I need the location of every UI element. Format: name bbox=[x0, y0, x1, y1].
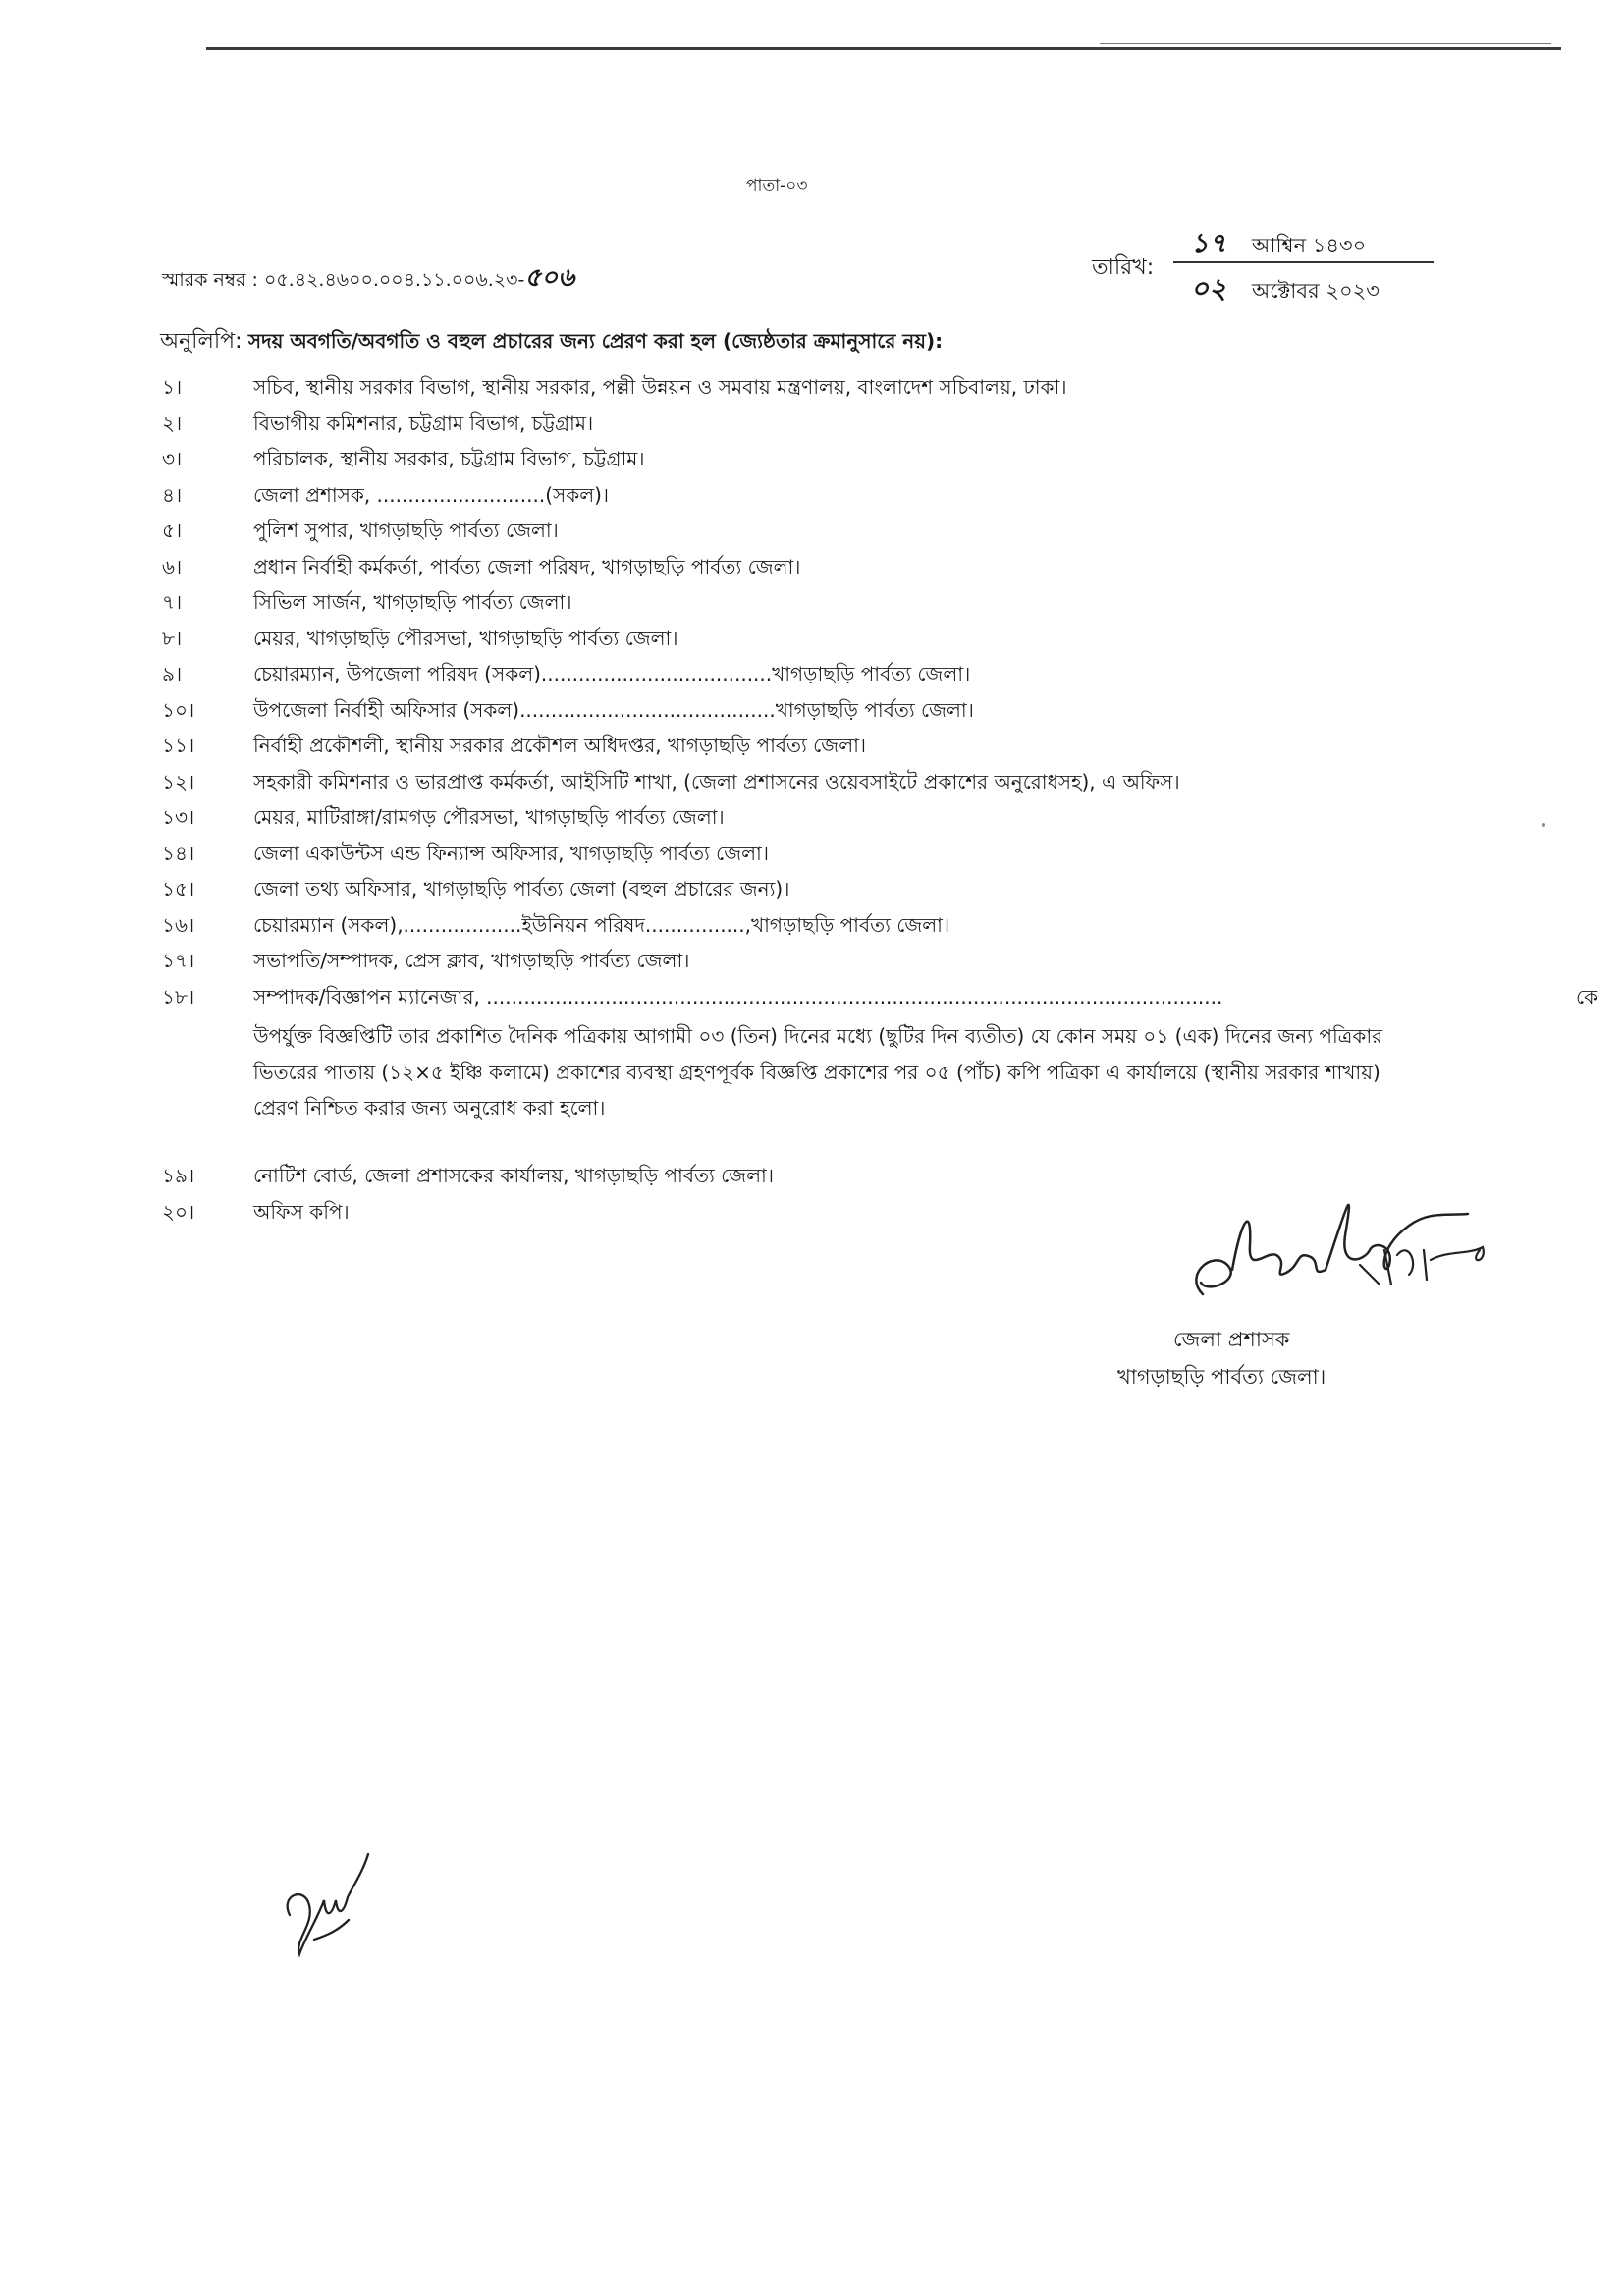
item-text: জেলা একাউন্টস এন্ড ফিন্যান্স অফিসার, খাগড়াছড়ি পার্বত্য জেলা। bbox=[253, 841, 769, 865]
item-text: জেলা প্রশাসক, ...........................(সকল)। bbox=[253, 482, 610, 507]
memo-number bbox=[162, 257, 574, 301]
copy-label: অনুলিপি: bbox=[160, 329, 243, 354]
list-item-continuation bbox=[162, 1018, 1438, 1162]
list-item bbox=[162, 445, 1438, 481]
item-text: বিভাগীয় কমিশনার, চট্টগ্রাম বিভাগ, চট্টগ্রাম। bbox=[253, 410, 594, 435]
date-label: তারিখ: bbox=[1092, 255, 1155, 280]
handwritten-initials bbox=[275, 1846, 383, 1964]
list-item bbox=[162, 875, 1438, 911]
item-number: ২০। bbox=[162, 1199, 195, 1224]
memo-handwritten-suffix: ৫০৬ bbox=[524, 263, 574, 293]
scan-speck bbox=[1542, 823, 1545, 827]
item-number: ৯। bbox=[162, 662, 183, 685]
item-suffix: কে bbox=[1576, 984, 1598, 1009]
memo-value: ০৫.৪২.৪৬০০.০০৪.১১.০০৬.২৩- bbox=[264, 269, 525, 291]
bangla-date bbox=[1173, 222, 1434, 259]
list-item bbox=[162, 947, 1438, 983]
memo-label: স্মারক নম্বর : bbox=[162, 269, 258, 291]
item-text: সহকারী কমিশনার ও ভারপ্রাপ্ত কর্মকর্তা, আইসিটি শাখা, (জেলা প্রশাসনের ওয়েবসাইটে প্রকাশের অনুরোধসহ), এ অফিস। bbox=[253, 769, 1180, 793]
list-item bbox=[162, 696, 1438, 733]
item-number: ৮। bbox=[162, 626, 183, 650]
english-day: ০২ bbox=[1190, 272, 1227, 304]
signatory-title: জেলা প্রশাসক bbox=[1173, 1328, 1290, 1351]
item-text: জেলা তথ্য অফিসার, খাগড়াছড়ি পার্বত্য জেলা (বহুল প্রচারের জন্য)। bbox=[253, 877, 790, 901]
list-item bbox=[162, 840, 1438, 876]
item-number: ৫। bbox=[162, 519, 183, 542]
date-block bbox=[1173, 222, 1434, 304]
list-item bbox=[162, 768, 1438, 804]
item-text: সিভিল সার্জন, খাগড়াছড়ি পার্বত্য জেলা। bbox=[253, 590, 572, 614]
item-number: ১৯। bbox=[162, 1164, 195, 1187]
item-text: চেয়ারম্যান, উপজেলা পরিষদ (সকল).....................................খাগড়াছড়ি পার্বত্য জেলা। bbox=[253, 662, 971, 685]
item-number: ৪। bbox=[162, 482, 183, 507]
item-number: ১০। bbox=[162, 697, 195, 722]
item-continuation-text: উপর্যুক্ত বিজ্ঞপ্তিটি তার প্রকাশিত দৈনিক পত্রিকায় আগামী ০৩ (তিন) দিনের মধ্যে (ছুটির দিন ব্যতীত) যে কোন সময় ০১ (এক) দিনের জন্য পত্রিকার ভিতরের পাতায় (১২×৫ ইঞ্চি কলামে) প্রকাশের ব্যবস্থা গ্রহণপূর্বক বিজ্ঞপ্তি প্রকাশের পর ০৫ (পাঁচ) কপি পত্রিকা এ কার্যালয়ে (স্থানীয় সরকার শাখায়) প্রেরণ নিশ্চিত করার জন্য অনুরোধ করা হলো। bbox=[253, 1024, 1383, 1120]
list-item bbox=[162, 373, 1438, 410]
item-number: ১৪। bbox=[162, 841, 195, 865]
item-text: পরিচালক, স্থানীয় সরকার, চট্টগ্রাম বিভাগ, চট্টগ্রাম। bbox=[253, 447, 645, 470]
item-number: ২। bbox=[162, 410, 183, 435]
item-number: ৩। bbox=[162, 447, 183, 470]
list-item bbox=[162, 553, 1438, 589]
item-number: ৬। bbox=[162, 554, 183, 578]
list-item bbox=[162, 410, 1438, 446]
item-text: মেয়র, খাগড়াছড়ি পৌরসভা, খাগড়াছড়ি পার্বত্য জেলা। bbox=[253, 626, 678, 650]
item-text: মেয়র, মাটিরাঙ্গা/রামগড় পৌরসভা, খাগড়াছড়ি পার্বত্য জেলা। bbox=[253, 805, 725, 829]
item-text: নির্বাহী প্রকৌশলী, স্থানীয় সরকার প্রকৌশল অধিদপ্তর, খাগড়াছড়ি পার্বত্য জেলা। bbox=[253, 734, 867, 757]
item-number: ১৭। bbox=[162, 949, 195, 972]
item-text: চেয়ারম্যান (সকল),...................ইউনিয়ন পরিষদ................,খাগড়াছড়ি পার্বত্য জেলা। bbox=[253, 912, 950, 937]
top-rule bbox=[206, 47, 1561, 50]
copy-header bbox=[160, 324, 943, 360]
signatory-office: খাগড়াছড়ি পার্বত্য জেলা। bbox=[1117, 1365, 1326, 1389]
item-number: ১। bbox=[162, 375, 183, 399]
list-item bbox=[162, 660, 1438, 696]
list-item bbox=[162, 481, 1438, 518]
item-text: অফিস কপি। bbox=[253, 1199, 350, 1224]
english-month-year: অক্টোবর ২০২৩ bbox=[1252, 279, 1380, 302]
english-date bbox=[1173, 267, 1434, 304]
item-text: সভাপতি/সম্পাদক, প্রেস ক্লাব, খাগড়াছড়ি পার্বত্য জেলা। bbox=[253, 949, 690, 972]
list-item bbox=[162, 983, 1598, 1019]
page-number: পাতা-০৩ bbox=[746, 176, 808, 195]
item-number: ১১। bbox=[162, 734, 195, 757]
item-number: ১৫। bbox=[162, 877, 195, 901]
item-number: ৭। bbox=[162, 590, 183, 614]
item-text: প্রধান নির্বাহী কর্মকর্তা, পার্বত্য জেলা পরিষদ, খাগড়াছড়ি পার্বত্য জেলা। bbox=[253, 554, 801, 578]
list-item bbox=[162, 625, 1438, 661]
list-item bbox=[162, 803, 1438, 840]
item-number: ১৮। bbox=[162, 984, 195, 1009]
copy-text: সদয় অবগতি/অবগতি ও বহুল প্রচারের জন্য প্রেরণ করা হল (জ্যেষ্ঠতার ক্রমানুসারে নয়): bbox=[247, 329, 944, 353]
item-number: ১৩। bbox=[162, 805, 195, 829]
item-text: উপজেলা নির্বাহী অফিসার (সকল).........................................খাগড়াছড়ি পার্বত্য জেলা। bbox=[253, 697, 974, 722]
list-item bbox=[162, 588, 1438, 625]
item-text: সম্পাদক/বিজ্ঞাপন ম্যানেজার, ...................................................................................................................... bbox=[253, 984, 1223, 1009]
bangla-month-year: আশ্বিন ১৪৩০ bbox=[1252, 234, 1367, 257]
item-text: নোটিশ বোর্ড, জেলা প্রশাসকের কার্যালয়, খাগড়াছড়ি পার্বত্য জেলা। bbox=[253, 1164, 775, 1187]
recipient-list bbox=[162, 373, 1598, 1233]
top-rule-secondary bbox=[1100, 43, 1551, 44]
list-item bbox=[162, 732, 1438, 768]
item-number: ১৬। bbox=[162, 912, 195, 937]
bangla-day: ১৭ bbox=[1190, 227, 1227, 259]
item-text: সচিব, স্থানীয় সরকার বিভাগ, স্থানীয় সরকার, পল্লী উন্নয়ন ও সমবায় মন্ত্রণালয়, বাংলাদেশ সচিবালয়, ঢাকা। bbox=[253, 375, 1067, 399]
handwritten-signature bbox=[1173, 1157, 1527, 1314]
list-item bbox=[162, 517, 1438, 553]
item-text: পুলিশ সুপার, খাগড়াছড়ি পার্বত্য জেলা। bbox=[253, 519, 559, 542]
item-number: ১২। bbox=[162, 769, 195, 793]
list-item bbox=[162, 911, 1438, 948]
